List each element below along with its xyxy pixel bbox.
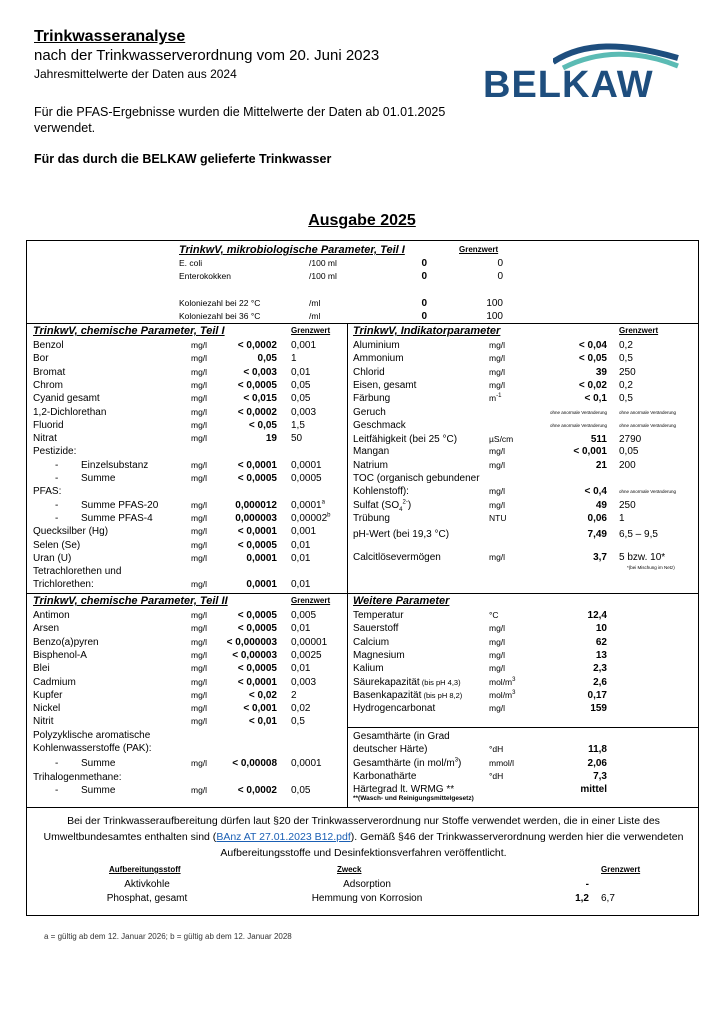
indikator-row-limit: 1	[619, 512, 625, 524]
indikator-row-unit: mg/l	[489, 379, 506, 390]
indikator-row-unit: $m^{-1}$	[489, 393, 502, 404]
chem1-row-unit: mg/l	[191, 539, 208, 550]
chem2-row-name: Bisphenol-A	[33, 649, 87, 661]
haerte-row-name: deutscher Härte)	[353, 744, 428, 756]
chem1-row-limit: 0,00002$^b$	[291, 512, 331, 524]
chem2-row-name: Polyzyklische aromatische	[33, 729, 151, 741]
indikator-row-unit: µS/cm	[489, 434, 514, 445]
chem1-row-limit: 0,0005	[291, 473, 322, 484]
chem1-row-limit: 1,5	[291, 419, 305, 431]
name-superscript: 2-	[402, 499, 408, 506]
chem2-row-name: Nickel	[33, 703, 61, 715]
indikator-row-value: < 0,05	[578, 353, 607, 365]
chem1-row-name: Tetrachlorethen und	[33, 566, 122, 578]
indikator-row-unit: NTU	[489, 512, 507, 523]
indikator-row-value: < 0,001	[573, 446, 607, 458]
name-end: )	[458, 757, 462, 769]
indikator-title: TrinkwV, Indikatorparameter	[353, 325, 501, 337]
weitere-row-value: 10	[595, 623, 607, 635]
name-detail: (bis pH 8,2)	[421, 690, 463, 700]
indikator-row-value: < 0,4	[584, 486, 607, 498]
weitere-row-unit: mg/l	[489, 649, 506, 660]
chem1-row-unit: mg/l	[191, 379, 208, 390]
indikator-row-value: 21	[595, 459, 607, 471]
chem1-row-value: 19	[265, 433, 277, 445]
chem1-row-limit: 0,0001$^a$	[291, 499, 325, 511]
chem2-row-limit: 0,00001	[291, 636, 328, 648]
chem2-row-value: < 0,02	[248, 689, 277, 701]
chem1-row-value: < 0,0002	[237, 340, 277, 351]
weitere-row-unit: mol/$m^3$	[489, 676, 516, 687]
indikator-row-value: < 0,1	[584, 393, 607, 405]
chem2-row-name: Summe	[81, 784, 116, 796]
chem2-row-name: Cadmium	[33, 676, 76, 688]
chem1-row-name: Quecksilber (Hg)	[33, 526, 109, 538]
indikator-row-value: 511	[590, 434, 607, 446]
micro-row-value: 0	[421, 271, 427, 282]
wrmg-note: **(Wasch- und Reinigungsmittelgesetz)	[353, 795, 474, 802]
chem1-row-value: < 0,0001	[237, 526, 277, 538]
indikator-row-name: TOC (organisch gebundener	[353, 473, 480, 484]
chem2-row-name: Benzo(a)pyren	[33, 636, 99, 648]
indikator-row-name: Leitfähigkeit (bei 25 °C)	[353, 434, 458, 446]
micro-grenzwert-header: Grenzwert	[459, 245, 499, 254]
chem1-row-value: < 0,0005	[237, 379, 277, 391]
weitere-row-value: 62	[595, 636, 607, 648]
indikator-row-limit: 250	[619, 366, 636, 378]
micro-row-limit: 0	[497, 258, 503, 269]
indikator-row-unit: mg/l	[489, 459, 506, 470]
chem2-row-limit: 0,05	[291, 784, 311, 796]
indikator-row-value: < 0,04	[578, 340, 607, 351]
indikator-row-limit: 200	[619, 459, 636, 471]
chem1-row-unit: mg/l	[191, 526, 208, 537]
auf-row-zweck: Adsorption	[343, 879, 391, 890]
indikator-row-name: Aluminium	[353, 340, 400, 351]
indikator-grenzwert-header: Grenzwert	[619, 326, 659, 335]
chem1-row-value: < 0,0002	[237, 406, 277, 418]
name-end: )	[407, 499, 412, 511]
logo-text: BELKAW	[483, 64, 654, 106]
chem1-row-name: Nitrat	[33, 433, 57, 445]
chem1-row-unit: mg/l	[191, 340, 208, 350]
chem1-row-name: Chrom	[33, 379, 64, 391]
chem1-row-limit: 0,01	[291, 366, 311, 378]
weitere-row-name: Temperatur	[353, 610, 404, 621]
limit-superscript: b	[327, 512, 331, 519]
doc-subtitle-2: Jahresmittelwerte der Daten aus 2024	[34, 67, 237, 81]
chem1-row-name: Cyanid gesamt	[33, 393, 100, 405]
indikator-row-unit: mg/l	[489, 353, 506, 364]
indikator-row-limit: 6,5 – 9,5	[619, 529, 658, 541]
name-detail: (bis pH 4,3)	[419, 677, 461, 687]
chem1-row-unit: mg/l	[191, 406, 208, 417]
chem2-row-unit: mg/l	[191, 758, 208, 769]
haerte-row-unit: °dH	[489, 770, 504, 781]
chem1-row-limit: 50	[291, 433, 303, 445]
chem2-row-unit: mg/l	[191, 649, 208, 660]
weitere-row-name: Calcium	[353, 636, 390, 648]
chem2-row-limit: 0,01	[291, 663, 311, 675]
chem1-row-limit: 0,01	[291, 539, 311, 551]
pfas-note: Für die PFAS-Ergebnisse wurden die Mittelwerte der Daten ab 01.01.2025 verwendet.	[34, 105, 446, 135]
chem2-row-name: Kohlenwasserstoffe (PAK):	[33, 743, 152, 754]
weitere-row-unit: mg/l	[489, 663, 506, 674]
chem1-row-name: Trichlorethen:	[33, 579, 94, 591]
footer-line-2: Umweltbundesamtes enthalten sind (BAnz AT 27.01.2023 B12.pdf). Gemäß §46 der Trinkwasserverordnung werden hier die verwendeten	[43, 831, 684, 843]
haerte-row-name: Gesamthärte (in mol/$m^3$)	[353, 757, 462, 769]
haerte-row-value: 2,06	[587, 757, 607, 769]
micro-row-unit: /ml	[309, 311, 321, 321]
weitere-row-unit: °C	[489, 610, 499, 620]
weitere-row-name: Sauerstoff	[353, 623, 399, 635]
unit-superscript: 3	[512, 689, 516, 696]
chem1-row-name: Benzol	[33, 340, 64, 351]
chem1-row-name: Summe PFAS-20	[81, 499, 159, 511]
chem2-row-value: < 0,001	[243, 703, 277, 715]
indikator-row-unit: mg/l	[489, 486, 506, 497]
indikator-row-value: 39	[595, 366, 607, 378]
chem1-row-limit: 1	[291, 353, 297, 365]
haerte-row-value: 7,3	[593, 770, 607, 782]
weitere-row-value: 2,6	[593, 676, 607, 688]
belkaw-logo	[483, 40, 683, 110]
chem1-row-unit: mg/l	[191, 579, 208, 590]
auf-row-limit: 6,7	[601, 893, 615, 904]
chem2-row-name: Arsen	[33, 623, 60, 635]
indikator-row-limit: 0,5	[619, 393, 633, 405]
chem2-row-unit: mg/l	[191, 689, 208, 700]
chem2-row-value: < 0,0005	[237, 623, 277, 635]
chem2-row-unit: mg/l	[191, 663, 208, 674]
indikator-row-unit: mg/l	[489, 366, 506, 377]
chem2-row-dash: -	[55, 758, 59, 770]
indikator-row-limit-note: ohne anormale Veränderung	[619, 409, 677, 415]
edition-title: Ausgabe 2025	[308, 212, 416, 229]
chem2-row-name: Summe	[81, 758, 116, 770]
indikator-row-limit: 2790	[619, 434, 642, 446]
indikator-row-name: Färbung	[353, 393, 391, 405]
indikator-row-unit: mg/l	[489, 499, 506, 510]
indikator-row-limit: 5 bzw. 10*	[619, 551, 666, 563]
haerte-row-value: 11,8	[588, 744, 607, 756]
chem2-row-limit: 0,0001	[291, 758, 322, 770]
chem2-row-unit: mg/l	[191, 703, 208, 714]
chem2-row-unit: mg/l	[191, 716, 208, 727]
analysis-table	[26, 240, 699, 916]
weitere-row-value: 0,17	[587, 689, 607, 701]
unit-superscript: -1	[496, 393, 502, 400]
micro-row-unit: /100 ml	[309, 258, 337, 268]
chem1-row-name: PFAS:	[33, 486, 62, 498]
chem1-grenzwert-header: Grenzwert	[291, 326, 331, 335]
indikator-row-limit: 0,5	[619, 353, 633, 365]
chem1-row-unit: mg/l	[191, 353, 208, 364]
indikator-row-limit: 0,2	[619, 340, 633, 351]
chem2-row-unit: mg/l	[191, 784, 208, 795]
micro-row-limit: 100	[486, 311, 503, 322]
header	[34, 27, 464, 136]
chem1-row-dash: -	[55, 499, 59, 511]
indikator-row-limit: 0,2	[619, 379, 633, 391]
banz-link[interactable]: BAnz AT 27.01.2023 B12.pdf	[216, 831, 351, 843]
haerte-row-unit: °dH	[489, 744, 504, 755]
chem1-row-value: < 0,0001	[237, 459, 277, 471]
chem2-grenzwert-header: Grenzwert	[291, 596, 331, 605]
weitere-row-unit: mg/l	[489, 636, 506, 647]
chem1-row-name: Pestizide:	[33, 446, 77, 458]
chem1-row-name: 1,2-Dichlorethan	[33, 406, 107, 418]
micro-row-value: 0	[421, 311, 427, 322]
chem1-row-value: 0,000003	[235, 512, 277, 524]
weitere-row-name: Basenkapazität (bis pH 8,2)	[353, 689, 463, 701]
indikator-row-name: Geschmack	[353, 419, 406, 431]
chem1-row-name: Fluorid	[33, 419, 64, 431]
micro-row-name: Enterokokken	[179, 271, 231, 281]
indikator-row-unit: mg/l	[489, 551, 506, 562]
chem1-row-value: 0,05	[257, 353, 277, 365]
col-header-zweck: Zweck	[337, 865, 362, 874]
chem1-row-value: < 0,015	[243, 393, 277, 405]
chem2-row-limit: 0,01	[291, 623, 311, 635]
name-subscript: 4	[399, 506, 403, 513]
chem1-row-dash: -	[55, 512, 59, 524]
chem1-row-limit: 0,01	[291, 579, 311, 591]
auf-row-value: -	[585, 879, 589, 890]
name-superscript: 3	[454, 757, 459, 764]
indikator-row-value: 7,49	[587, 529, 607, 541]
chem2-row-unit: mg/l	[191, 610, 208, 620]
micro-row-value: 0	[421, 298, 427, 309]
chem2-row-name: Nitrit	[33, 716, 54, 728]
chem2-row-unit: mg/l	[191, 676, 208, 687]
indikator-row-name: Calcitlösevermögen	[353, 551, 441, 563]
chem1-row-unit: mg/l	[191, 433, 208, 444]
chem1-row-limit: 0,001	[291, 340, 317, 351]
footer-line-1: Bei der Trinkwasseraufbereitung dürfen laut §20 der Trinkwasserverordnung nur Stoffe verwendet werden, die in einer Liste des	[67, 815, 660, 827]
chem2-row-value: < 0,0002	[237, 784, 277, 796]
indikator-row-value-note: ohne anormale Veränderung	[549, 409, 607, 415]
chem1-row-name: Einzelsubstanz	[81, 459, 149, 471]
chem2-row-dash: -	[55, 784, 59, 796]
chem1-row-unit: mg/l	[191, 366, 208, 377]
chem2-row-name: Blei	[33, 663, 50, 675]
indikator-row-name: Mangan	[353, 446, 390, 458]
chem1-row-value: < 0,0005	[237, 539, 277, 551]
chem2-row-value: < 0,01	[248, 716, 277, 728]
weitere-row-value: 13	[595, 649, 607, 661]
chem1-row-limit: 0,003	[291, 406, 317, 418]
chem1-row-unit: mg/l	[191, 552, 208, 563]
chem1-row-name: Summe	[81, 473, 116, 484]
weitere-row-unit: mol/$m^3$	[489, 689, 516, 700]
auf-row-stoff: Phosphat, gesamt	[106, 893, 188, 904]
micro-row-limit: 0	[497, 271, 503, 282]
indikator-row-value: < 0,02	[578, 379, 607, 391]
chem2-row-value: < 0,00003	[232, 649, 277, 661]
auf-row-zweck: Hemmung von Korrosion	[311, 893, 423, 904]
chem1-row-unit: mg/l	[191, 473, 208, 483]
chem1-row-unit: mg/l	[191, 419, 208, 430]
haerte-row-unit: mmol/l	[489, 757, 515, 768]
chem2-row-limit: 0,02	[291, 703, 311, 715]
indikator-row-name: Natrium	[353, 459, 389, 471]
chem1-row-value: 0,0001	[246, 552, 277, 564]
indikator-row-unit: mg/l	[489, 446, 506, 457]
chem1-row-unit: mg/l	[191, 393, 208, 404]
chem2-row-value: < 0,000003	[226, 636, 277, 648]
micro-row-unit: /ml	[309, 298, 321, 308]
micro-row-value: 0	[421, 258, 427, 269]
weitere-row-unit: mg/l	[489, 703, 506, 714]
weitere-row-name: Magnesium	[353, 649, 405, 661]
micro-row-name: Koloniezahl bei 22 °C	[179, 298, 261, 308]
chem2-title: TrinkwV, chemische Parameter, Teil II	[33, 595, 228, 607]
haerte-row-name: Gesamthärte (in Grad	[353, 731, 450, 742]
micro-row-name: E. coli	[179, 258, 203, 268]
micro-title: TrinkwV, mikrobiologische Parameter, Teil I	[179, 244, 405, 256]
weitere-row-value: 2,3	[593, 663, 607, 675]
chem1-row-value: < 0,003	[243, 366, 277, 378]
chem2-row-name: Kupfer	[33, 689, 63, 701]
col-header-grenz: Grenzwert	[601, 865, 641, 874]
chem2-row-value: < 0,0001	[237, 676, 277, 688]
indikator-row-value: 0,06	[587, 512, 607, 524]
chem1-row-name: Selen (Se)	[33, 539, 81, 551]
micro-row-name: Koloniezahl bei 36 °C	[179, 311, 261, 321]
chem1-row-unit: mg/l	[191, 459, 208, 470]
indikator-row-value: 3,7	[593, 551, 607, 563]
chem1-title: TrinkwV, chemische Parameter, Teil I	[33, 325, 225, 337]
chem1-row-limit: 0,01	[291, 552, 311, 564]
chem1-row-value: < 0,05	[248, 419, 277, 431]
indikator-row-name: pH-Wert (bei 19,3 °C)	[353, 529, 450, 541]
indikator-row-name: Geruch	[353, 406, 386, 418]
indikator-row-limit: 250	[619, 499, 636, 511]
chem1-row-unit: mg/l	[191, 499, 208, 510]
weitere-row-value: 159	[590, 703, 607, 715]
chem1-row-name: Bor	[33, 353, 49, 365]
haerte-row-name: Karbonathärte	[353, 770, 417, 782]
chem1-row-value: < 0,0005	[237, 473, 277, 484]
chem1-row-limit: 0,05	[291, 379, 311, 391]
chem2-row-limit: 0,003	[291, 676, 317, 688]
chem2-row-limit: 2	[291, 689, 297, 701]
indikator-row-name: Ammonium	[353, 353, 404, 365]
chem1-row-dash: -	[55, 459, 59, 471]
indikator-row-limit-footnote: *(bei Mischung im Netz)	[627, 564, 675, 570]
auf-row-stoff: Aktivkohle	[124, 879, 170, 890]
indikator-row-value: 49	[595, 499, 607, 511]
doc-subtitle: nach der Trinkwasserverordnung vom 20. Juni 2023	[34, 47, 380, 64]
chem1-row-limit: 0,05	[291, 393, 311, 405]
for-water-note: Für das durch die BELKAW gelieferte Trinkwasser	[34, 152, 332, 166]
micro-row-unit: /100 ml	[309, 271, 337, 281]
weitere-row-name: Hydrogencarbonat	[353, 703, 436, 715]
chem2-row-unit: mg/l	[191, 623, 208, 634]
indikator-row-name: Trübung	[353, 512, 390, 524]
unit-superscript: 3	[512, 676, 516, 683]
chem2-row-value: < 0,00008	[232, 758, 277, 770]
haerte-row-name: Härtegrad lt. WRMG **	[353, 784, 455, 796]
indikator-row-name: Chlorid	[353, 366, 385, 378]
weitere-row-name: Säurekapazität (bis pH 4,3)	[353, 676, 461, 688]
indikator-row-name: Eisen, gesamt	[353, 379, 417, 391]
haerte-row-value: mittel	[580, 784, 607, 796]
chem2-row-limit: 0,005	[291, 610, 317, 621]
chem1-row-limit: 0,0001	[291, 459, 322, 471]
chem2-row-limit: 0,5	[291, 716, 305, 728]
chem1-row-name: Uran (U)	[33, 552, 72, 564]
chem1-row-value: 0,0001	[246, 579, 277, 591]
chem2-row-name: Trihalogenmethane:	[33, 771, 122, 783]
indikator-row-unit: mg/l	[489, 340, 506, 350]
indikator-row-limit-note: ohne anormale Veränderung	[619, 422, 677, 428]
indikator-row-limit: 0,05	[619, 446, 639, 458]
chem2-row-name: Antimon	[33, 610, 70, 621]
chem2-row-value: < 0,0005	[237, 610, 277, 621]
footnote: a = gültig ab dem 12. Januar 2026; b = gültig ab dem 12. Januar 2028	[44, 932, 292, 941]
chem1-row-value: 0,000012	[235, 499, 277, 511]
indikator-row-value-note: ohne anormale Veränderung	[549, 422, 607, 428]
chem2-row-unit: mg/l	[191, 636, 208, 647]
chem2-row-value: < 0,0005	[237, 663, 277, 675]
chem1-row-dash: -	[55, 473, 59, 484]
weitere-title: Weitere Parameter	[353, 595, 450, 607]
auf-row-value: 1,2	[575, 893, 589, 904]
weitere-row-unit: mg/l	[489, 623, 506, 634]
indikator-row-limit-note: ohne anormale Veränderung	[619, 489, 677, 495]
chem1-row-name: Summe PFAS-4	[81, 512, 153, 524]
limit-superscript: a	[321, 499, 325, 506]
weitere-row-name: Kalium	[353, 663, 384, 675]
indikator-row-name: Kohlenstoff):	[353, 486, 409, 498]
chem1-row-unit: mg/l	[191, 512, 208, 523]
micro-row-limit: 100	[486, 298, 503, 309]
chem2-row-limit: 0,0025	[291, 649, 322, 661]
indikator-row-name: Sulfat $(SO_4^{2-})$	[353, 499, 412, 513]
doc-title: Trinkwasseranalyse	[34, 28, 186, 45]
weitere-row-value: 12,4	[587, 610, 607, 621]
chem1-row-name: Bromat	[33, 366, 66, 378]
chem1-row-limit: 0,001	[291, 526, 317, 538]
footer-line-3: Aufbereitungsstoffe und Desinfektionsverfahren veröffentlicht.	[220, 847, 507, 859]
col-header-stoff: Aufbereitungsstoff	[109, 865, 181, 874]
